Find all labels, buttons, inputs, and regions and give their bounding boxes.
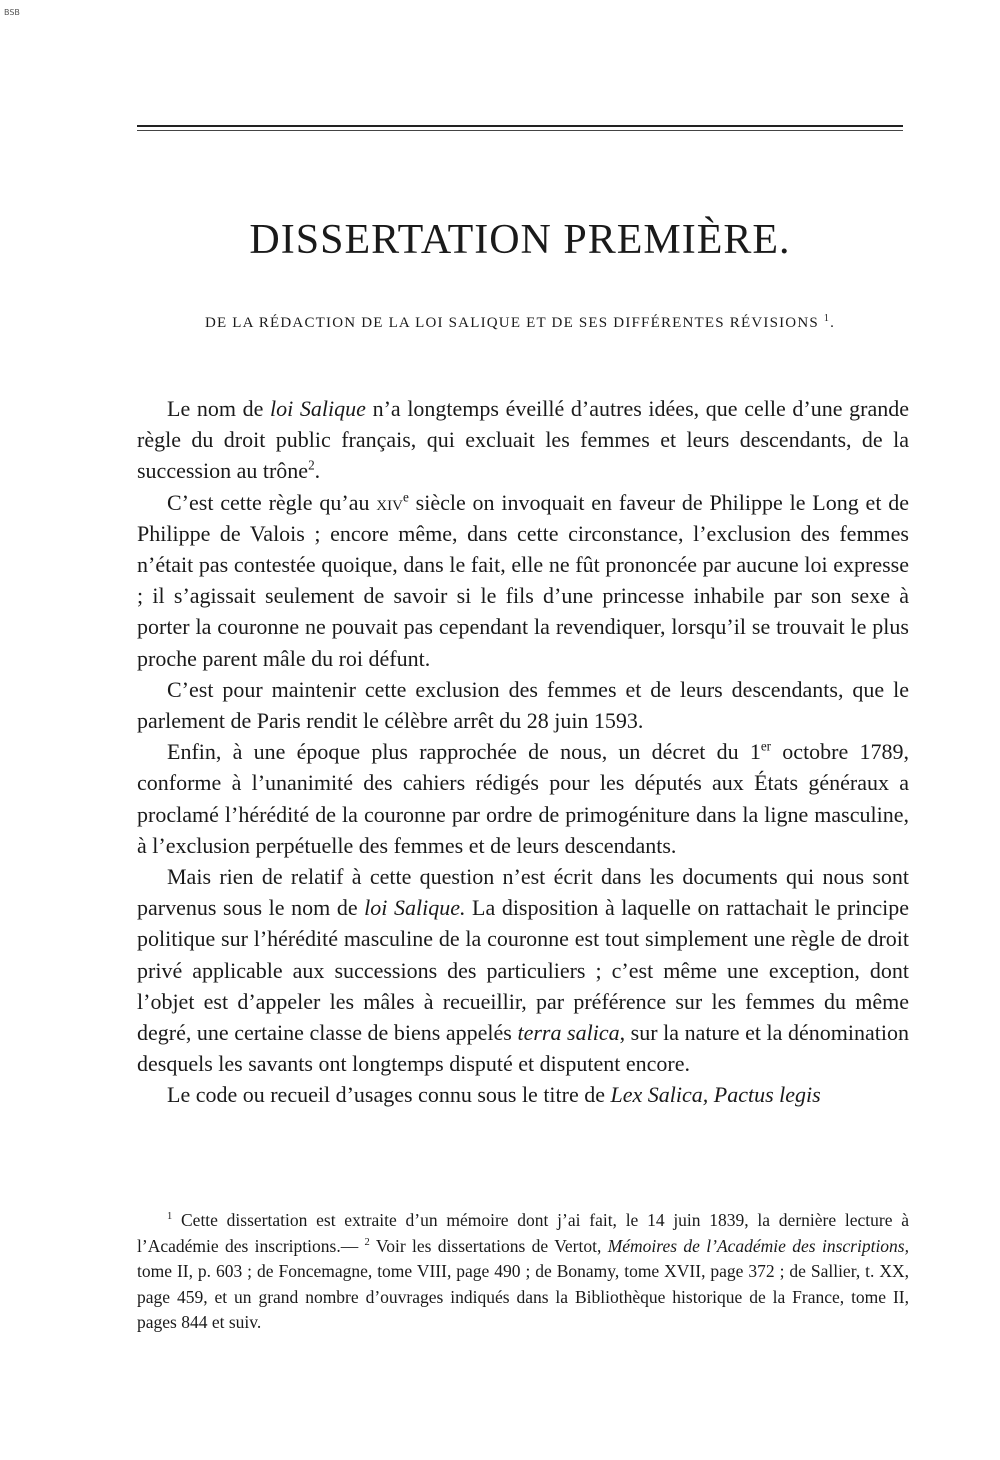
footnote-text: tome II, p. 603 ; de Foncemagne, tome VIII, page 490 ; de Bonamy, tome XVII, page 372 ; de Sallier, t. XX, page 459, et un grand nombre d’ouvrages indiqués dans la Bibliothèque historique de la France, tome II, pages 844 et suiv.: [137, 1261, 909, 1333]
footnote-ref-2: 2: [308, 458, 315, 474]
header-rule: [137, 125, 903, 127]
footnote-number-2: 2: [364, 1236, 370, 1248]
paragraph-3: [137, 674, 909, 736]
italic-run: terra salica: [517, 1020, 620, 1046]
text-run: Le nom de: [167, 396, 271, 421]
paragraph-2: [137, 487, 909, 674]
text-run: siècle on invoquait en faveur de Philippe le Long et de Philippe de Valois ; encore même, dans cette circonstance, l’exclusion des femmes n’était pas contestée quoique, dans le fait, elle ne fût prononcée par aucune loi expresse ; il s’agissait seulement de savoir si le fils d’une princesse inhabile par son sexe à porter la couronne ne pouvait pas cependant la revendiquer, lorsqu’il se trouvait le plus proche parent mâle du roi défunt.: [137, 489, 910, 671]
superscript: e: [402, 489, 409, 505]
footnote-block: [137, 1208, 909, 1336]
text-run: La disposition à laquelle on rattachait le principe politique sur l’hérédité masculine de la couronne est tout simplement une règle de droit privé applicable aux successions des particuliers ; c’est même une exception, dont l’objet est d’appeler les mâles à recueillir, par préférence sur les femmes du même degré, une certaine classe de biens appelés: [137, 895, 910, 1046]
library-watermark: BSB: [4, 8, 20, 17]
footnote-number-1: 1: [167, 1211, 173, 1223]
subtitle-period: .: [830, 315, 836, 331]
text-run: n’a longtemps éveillé d’autres idées, que celle d’une grande règle du droit public français, qui excluait les femmes et leurs descendants, de la succession au trône: [137, 396, 909, 484]
text-run: C’est cette règle qu’au: [167, 489, 377, 515]
subtitle-text: DE LA RÉDACTION DE LA LOI SALIQUE ET DE SES DIFFÉRENTES RÉVISIONS: [204, 315, 819, 331]
footnotes: [137, 1208, 909, 1336]
paragraph-4: [137, 736, 909, 861]
italic-run: Lex Salica, Pactus legis: [610, 1082, 821, 1108]
superscript: er: [760, 738, 772, 754]
text-run: Enfin, à une époque plus rapprochée de nous, un décret du 1: [167, 739, 761, 765]
text-run: Le code ou recueil d’usages connu sous le titre de: [167, 1082, 611, 1108]
footnote-ref-1: 1: [823, 313, 831, 324]
page-title: DISSERTATION PREMIÈRE.: [249, 217, 791, 263]
text-run: octobre 1789, conforme à l’unanimité des cahiers rédigés pour les députés aux États généraux a proclamé l’hérédité de la couronne par ordre de primogéniture dans la ligne masculine, à l’exclusion perpétuelle des femmes et de leurs descendants.: [137, 739, 909, 858]
italic-run: Mémoires de l’Académie des inscriptions,: [607, 1235, 909, 1256]
text-run: Mais rien de relatif à cette question n’est écrit dans les documents qui nous sont parvenus sous le nom de: [137, 864, 909, 921]
paragraph-1: [137, 393, 909, 487]
text-run: .: [314, 458, 321, 484]
footnote-text: Cette dissertation est extraite d’un mémoire dont j’ai fait, le 14 juin 1839, la dernière lecture à l’Académie des inscriptions.—: [137, 1210, 909, 1256]
paragraph-6: [137, 1079, 909, 1110]
italic-run: loi Salique.: [364, 895, 466, 921]
small-caps-run: xiv: [376, 489, 403, 515]
footnote-text: Voir les dissertations de Vertot,: [369, 1235, 608, 1256]
italic-run: loi Salique: [270, 396, 366, 421]
body-text: [137, 393, 909, 1111]
text-run: , sur la nature et la dénomination desquels les savants ont longtemps disputé et disputent encore.: [137, 1020, 909, 1077]
text-run: C’est pour maintenir cette exclusion des femmes et de leurs descendants, que le parlement de Paris rendit le célèbre arrêt du 28 juin 1593.: [137, 676, 909, 734]
chapter-subtitle: [137, 315, 903, 332]
header-rule-thin: [137, 130, 903, 131]
paragraph-5: [137, 861, 909, 1079]
